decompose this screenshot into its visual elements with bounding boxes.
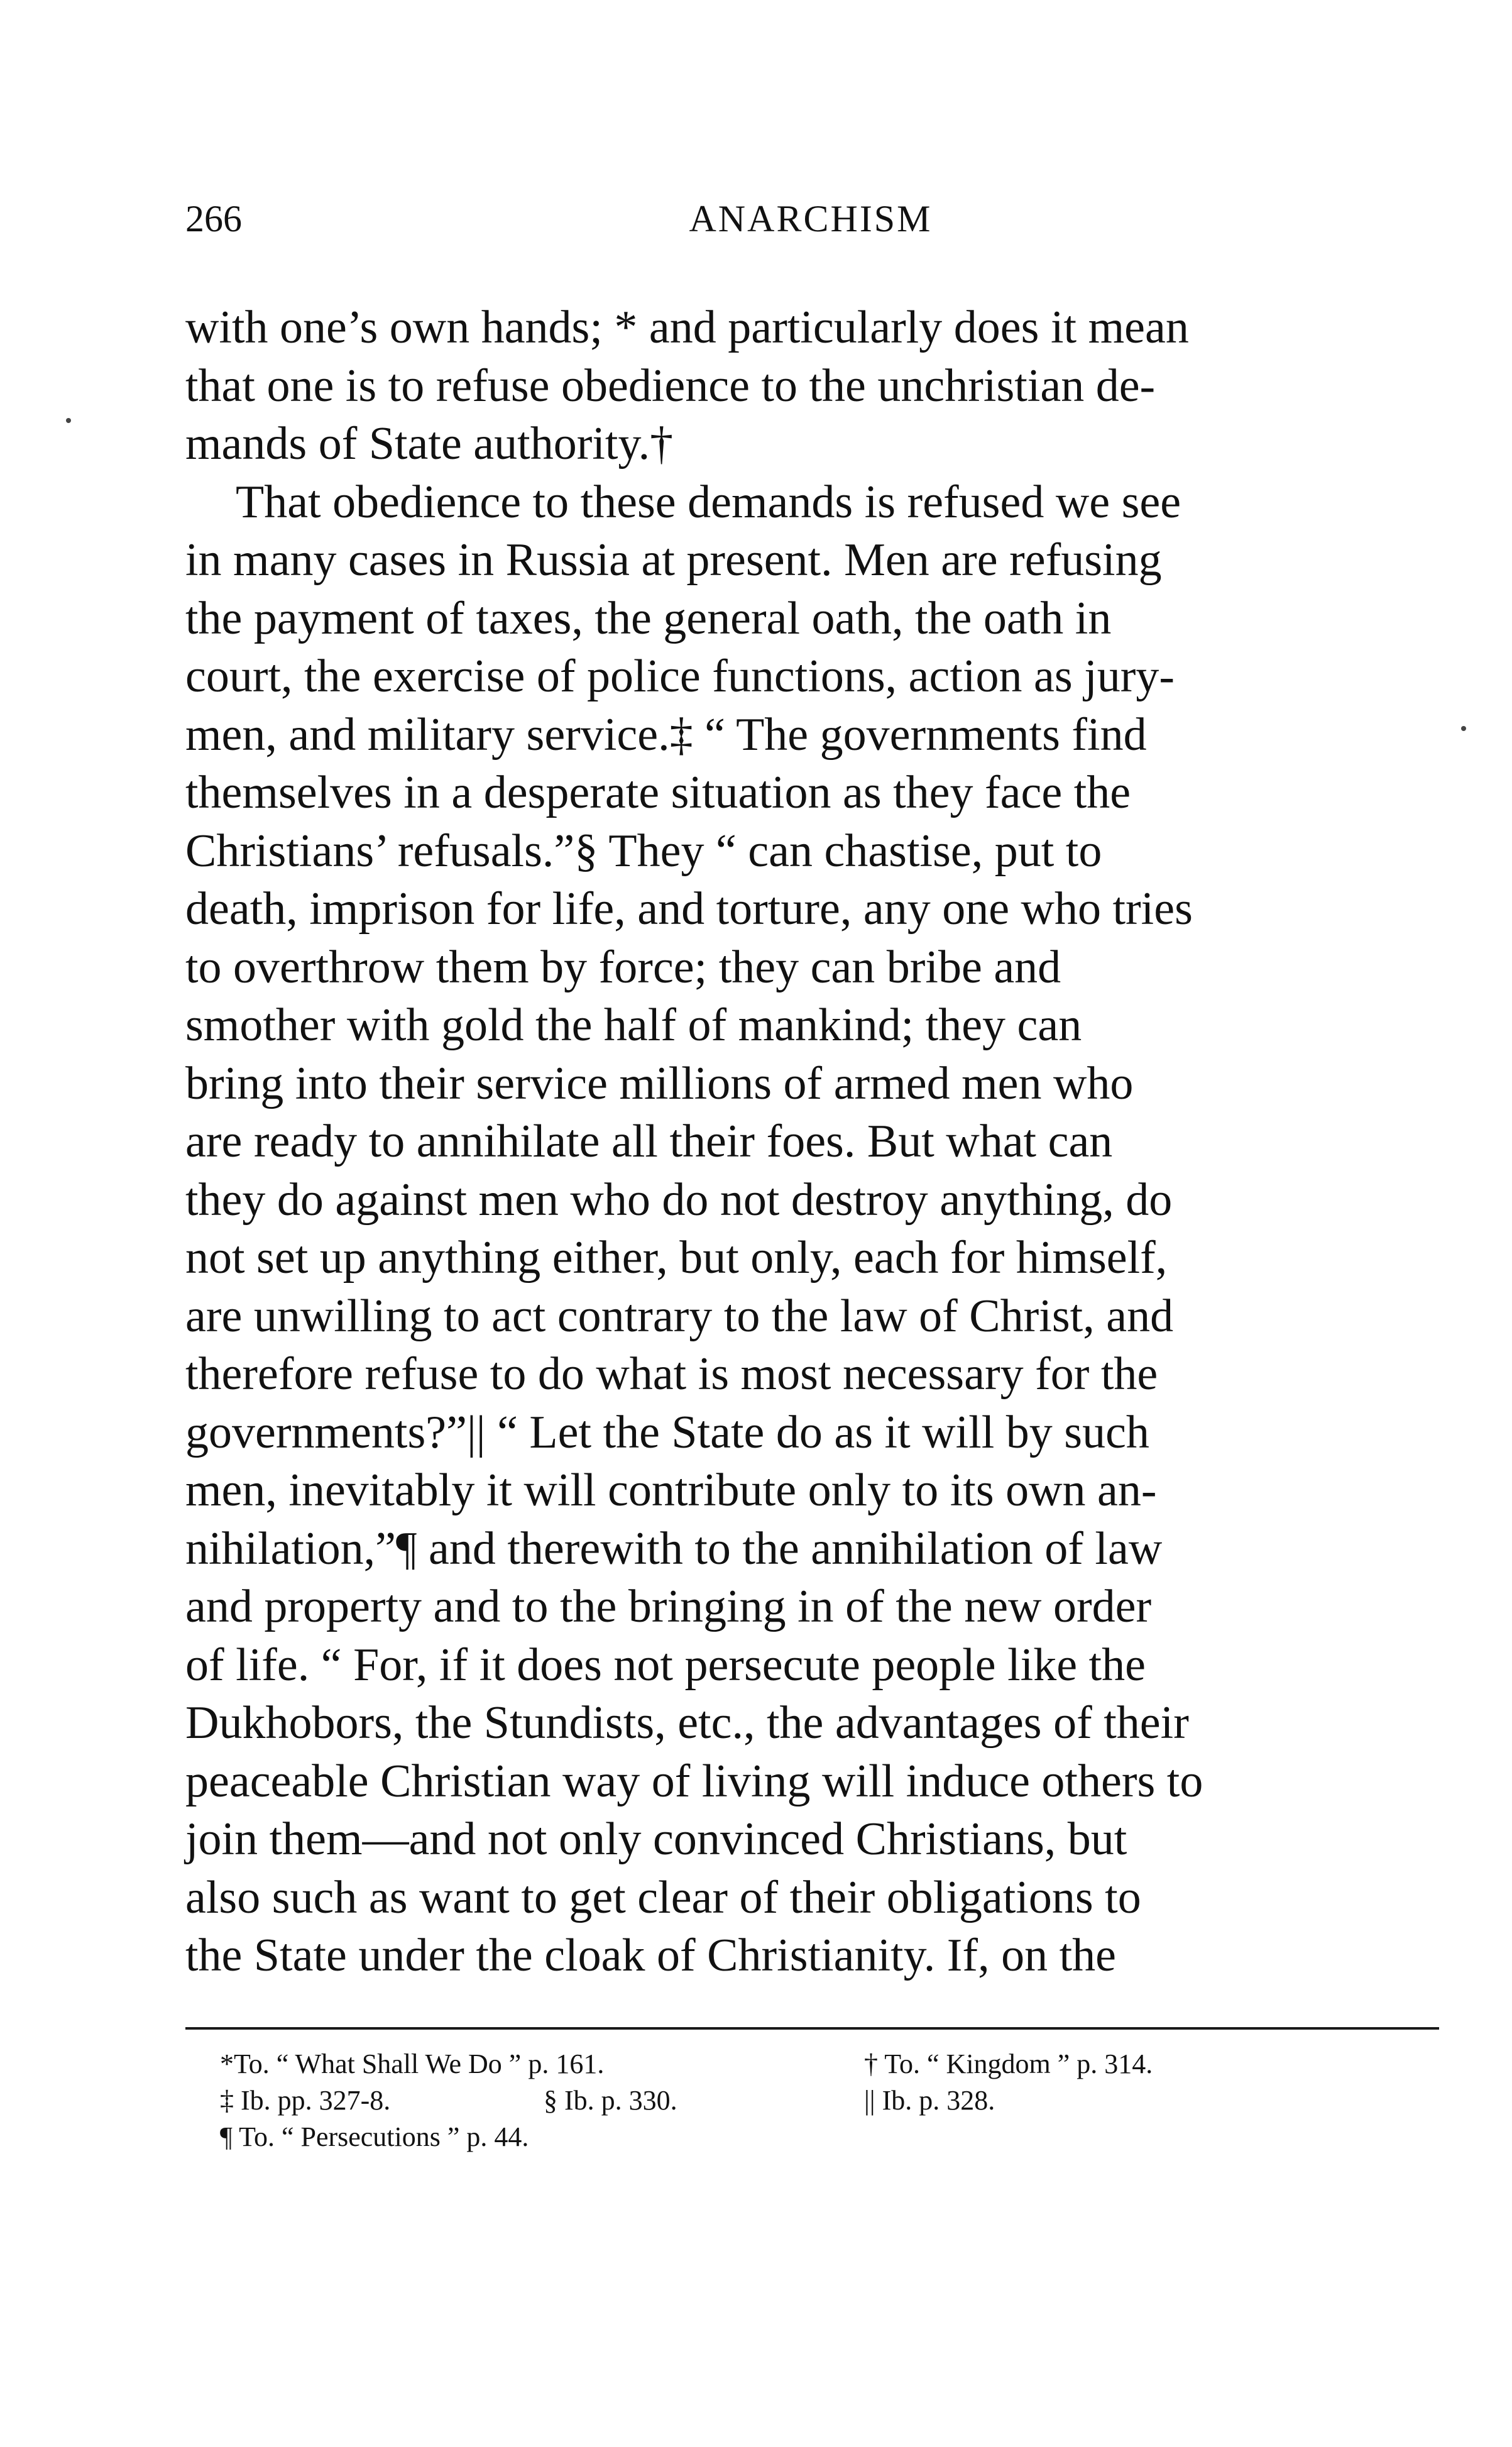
text-line: the payment of taxes, the general oath, the oath in bbox=[185, 592, 1112, 644]
text-line: Dukhobors, the Stundists, etc., the advantages of their bbox=[185, 1697, 1189, 1749]
footnote-entry: ¶ To. “ Persecutions ” p. 44. bbox=[220, 2121, 529, 2152]
footnote-row bbox=[220, 2046, 1445, 2082]
running-title: ANARCHISM bbox=[689, 198, 933, 239]
text-line: therefore refuse to do what is most necessary for the bbox=[185, 1348, 1158, 1400]
text-line: court, the exercise of police functions, action as jury- bbox=[185, 651, 1175, 702]
footnote-entry: § Ib. p. 330. bbox=[544, 2085, 677, 2116]
text-line: are ready to annihilate all their foes. But what can bbox=[185, 1116, 1113, 1167]
text-line: Christians’ refusals.”§ They “ can chastise, put to bbox=[185, 825, 1102, 877]
text-line: nihilation,”¶ and therewith to the annihilation of law bbox=[185, 1522, 1163, 1575]
footnote-row bbox=[220, 2082, 1445, 2119]
text-line: peaceable Christian way of living will induce others to bbox=[185, 1755, 1203, 1807]
text-line: also such as want to get clear of their obligations to bbox=[185, 1871, 1141, 1923]
text-line: with one’s own hands; * and particularly does it mean bbox=[185, 302, 1189, 353]
text-line: That obedience to these demands is refused we see bbox=[236, 476, 1181, 528]
text-line: the State under the cloak of Christianity. If, on the bbox=[185, 1930, 1116, 1981]
page-number: 266 bbox=[185, 198, 242, 239]
text-line: not set up anything either, but only, each for himself, bbox=[185, 1232, 1168, 1284]
text-line: governments?”|| “ Let the State do as it will by such bbox=[185, 1406, 1149, 1458]
text-line: men, and military service.‡ “ The governments find bbox=[185, 708, 1147, 761]
text-line: themselves in a desperate situation as they face the bbox=[185, 767, 1131, 818]
paper-speck bbox=[1461, 726, 1466, 731]
paper-speck bbox=[66, 418, 71, 423]
footnote-row bbox=[220, 2119, 1445, 2155]
text-line: smother with gold the half of mankind; they can bbox=[185, 999, 1082, 1051]
footnote-entry: || Ib. p. 328. bbox=[864, 2085, 995, 2116]
footnotes bbox=[220, 2046, 1445, 2155]
footnote-entry: † To. “ Kingdom ” p. 314. bbox=[864, 2048, 1153, 2079]
text-line: death, imprison for life, and torture, any one who tries bbox=[185, 883, 1193, 935]
footnote-divider bbox=[185, 2027, 1439, 2030]
text-line: in many cases in Russia at present. Men are refusing bbox=[185, 534, 1162, 586]
body-text bbox=[185, 299, 1449, 1985]
text-line: join them—and not only convinced Christians, but bbox=[185, 1813, 1127, 1865]
text-line: and property and to the bringing in of the new order bbox=[185, 1581, 1152, 1632]
text-line: to overthrow them by force; they can bribe and bbox=[185, 941, 1061, 993]
running-head bbox=[185, 194, 1436, 244]
text-line: they do against men who do not destroy anything, do bbox=[185, 1174, 1173, 1226]
text-line: mands of State authority.† bbox=[185, 418, 674, 470]
footnote-entry: *To. “ What Shall We Do ” p. 161. bbox=[220, 2048, 605, 2079]
text-line: of life. “ For, if it does not persecute people like the bbox=[185, 1639, 1146, 1691]
text-line: are unwilling to act contrary to the law of Christ, and bbox=[185, 1290, 1174, 1342]
text-line: bring into their service millions of armed men who bbox=[185, 1057, 1134, 1109]
text-line: men, inevitably it will contribute only to its own an- bbox=[185, 1465, 1157, 1516]
footnote-entry: ‡ Ib. pp. 327-8. bbox=[220, 2085, 391, 2116]
text-line: that one is to refuse obedience to the unchristian de- bbox=[185, 360, 1156, 412]
